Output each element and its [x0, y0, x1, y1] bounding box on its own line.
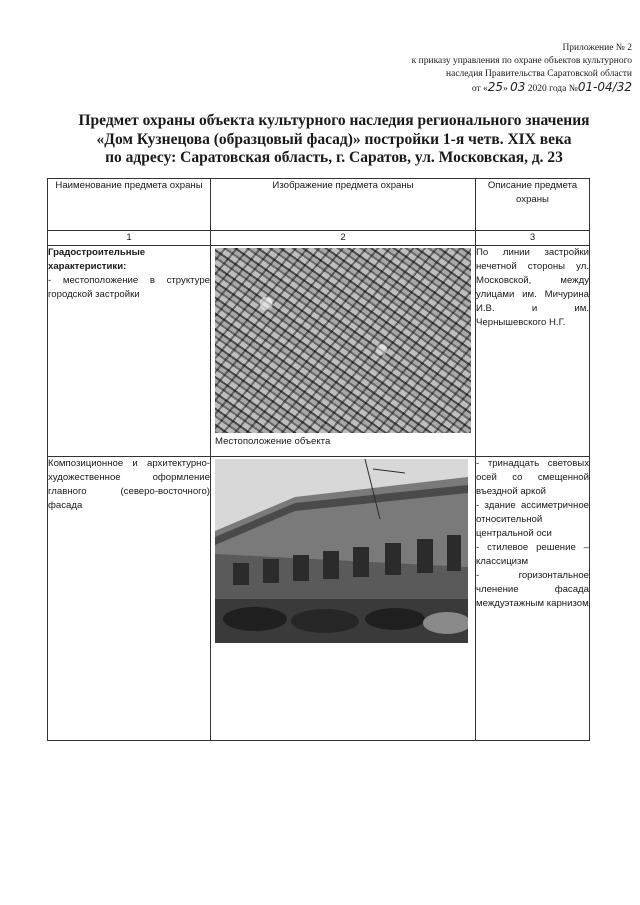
appendix-line-3: наследия Правительства Саратовской области	[446, 69, 632, 79]
column-number-3: 3	[476, 231, 590, 246]
row1-name-cell	[48, 246, 211, 457]
row1-image-cell	[211, 246, 476, 457]
row2-image-cell	[211, 457, 476, 741]
appendix-line-2: к приказу управления по охране объектов культурного	[411, 56, 632, 66]
appendix-header	[302, 42, 632, 96]
date-day: 25	[487, 80, 504, 94]
table-row	[48, 457, 590, 741]
row2-description-item-4: - горизонтальное членение фасада междуэтажным карнизом	[476, 570, 589, 609]
row2-description-cell	[476, 457, 590, 741]
title-line-2: «Дом Кузнецова (образцовый фасад)» постройки 1-я четв. XIX века	[96, 130, 572, 148]
row1-image-caption: Местоположение объекта	[215, 436, 331, 447]
row1-name-rest: - местоположение в структуре городской застройки	[48, 275, 210, 300]
facade-photo	[215, 459, 468, 643]
title-line-3: по адресу: Саратовская область, г. Саратов, ул. Московская, д. 23	[105, 149, 563, 166]
header-name: Наименование предмета охраны	[48, 179, 211, 231]
column-number-2: 2	[211, 231, 476, 246]
date-mid: »	[503, 84, 511, 94]
row1-name-bold: Градостроительные характеристики:	[48, 247, 146, 272]
protection-subject-table	[47, 178, 590, 741]
appendix-line-4	[302, 81, 632, 96]
column-number-row	[48, 231, 590, 246]
row2-description-item-1: - тринадцать световых осей со смещенной въездной аркой	[476, 458, 589, 497]
title-line-1: Предмет охраны объекта культурного наследия регионального значения	[78, 112, 590, 129]
row2-description-item-3: - стилевое решение – классицизм	[476, 542, 589, 567]
row2-description-item-2: - здание ассиметричное относительной центральной оси	[476, 500, 589, 539]
document-title	[40, 112, 628, 168]
header-image: Изображение предмета охраны	[211, 179, 476, 231]
appendix-line-1: Приложение № 2	[562, 43, 632, 53]
row2-name-cell: Композиционное и архитектурно-художественное оформление главного (северо-восточного) фасада	[48, 457, 211, 741]
header-description: Описание предмета охраны	[476, 179, 590, 231]
date-suffix: 2020 года №	[525, 84, 578, 94]
order-number: 01-04/32	[577, 80, 632, 94]
column-number-1: 1	[48, 231, 211, 246]
date-month: 03	[510, 80, 526, 94]
table-header-row	[48, 179, 590, 231]
location-map-image	[215, 248, 471, 433]
date-prefix: от «	[471, 84, 488, 94]
row1-description-cell: По линии застройки нечетной стороны ул. Московской, между улицами им. Мичурина И.В. и им. Чернышевского Н.Г.	[476, 246, 590, 457]
table-row	[48, 246, 590, 457]
